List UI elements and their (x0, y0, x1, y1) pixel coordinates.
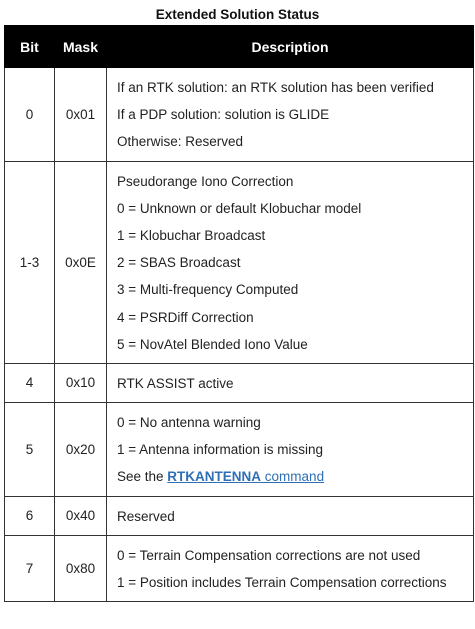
description-line: 0 = No antenna warning (117, 415, 261, 431)
header-description: Description (107, 26, 474, 68)
description-line: If a PDP solution: solution is GLIDE (117, 107, 330, 123)
see-prefix: See the (117, 469, 168, 485)
table-row (5, 68, 474, 162)
bit-cell: 6 (5, 496, 55, 535)
rtkantenna-link-suffix[interactable]: command (261, 469, 325, 485)
description-line: Reserved (117, 508, 175, 524)
mask-cell: 0x10 (55, 363, 107, 402)
header-row (5, 26, 474, 68)
description-line: 3 = Multi-frequency Computed (117, 282, 299, 298)
extended-solution-status-table (4, 25, 474, 602)
mask-cell: 0x20 (55, 403, 107, 497)
bit-cell: 0 (5, 68, 55, 162)
description-cell (107, 363, 474, 402)
bit-cell: 5 (5, 403, 55, 497)
mask-cell: 0x40 (55, 496, 107, 535)
description-cell (107, 68, 474, 162)
description-line: Pseudorange Iono Correction (117, 173, 294, 189)
description-line: 0 = Unknown or default Klobuchar model (117, 200, 362, 216)
table-row (5, 363, 474, 402)
table-row (5, 496, 474, 535)
description-line: Otherwise: Reserved (117, 134, 244, 150)
header-mask: Mask (55, 26, 107, 68)
rtkantenna-command-link[interactable] (167, 469, 324, 484)
rtkantenna-link-name[interactable]: RTKANTENNA (167, 469, 262, 485)
description-line: 1 = Position includes Terrain Compensation corrections (117, 575, 447, 590)
mask-cell: 0x80 (55, 535, 107, 601)
table-row (5, 403, 474, 497)
description-line: 2 = SBAS Broadcast (117, 255, 241, 271)
see-command-line (117, 463, 473, 490)
description-line: 1 = Antenna information is missing (117, 442, 323, 458)
description-cell (107, 161, 474, 363)
header-bit: Bit (5, 26, 55, 68)
description-line: RTK ASSIST active (117, 375, 234, 391)
mask-cell: 0x01 (55, 68, 107, 162)
table-row (5, 161, 474, 363)
bit-cell: 4 (5, 363, 55, 402)
description-cell (107, 403, 474, 497)
description-line: 5 = NovAtel Blended Iono Value (117, 336, 308, 352)
mask-cell: 0x0E (55, 161, 107, 363)
description-line: If an RTK solution: an RTK solution has been verified (117, 80, 434, 95)
description-cell (107, 496, 474, 535)
description-line: 0 = Terrain Compensation corrections are not used (117, 547, 421, 563)
table-row (5, 535, 474, 601)
description-line: 4 = PSRDiff Correction (117, 309, 254, 325)
table-caption: Extended Solution Status (155, 7, 320, 22)
description-line: 1 = Klobuchar Broadcast (117, 227, 266, 243)
description-cell (107, 535, 474, 601)
bit-cell: 1-3 (5, 161, 55, 363)
bit-cell: 7 (5, 535, 55, 601)
